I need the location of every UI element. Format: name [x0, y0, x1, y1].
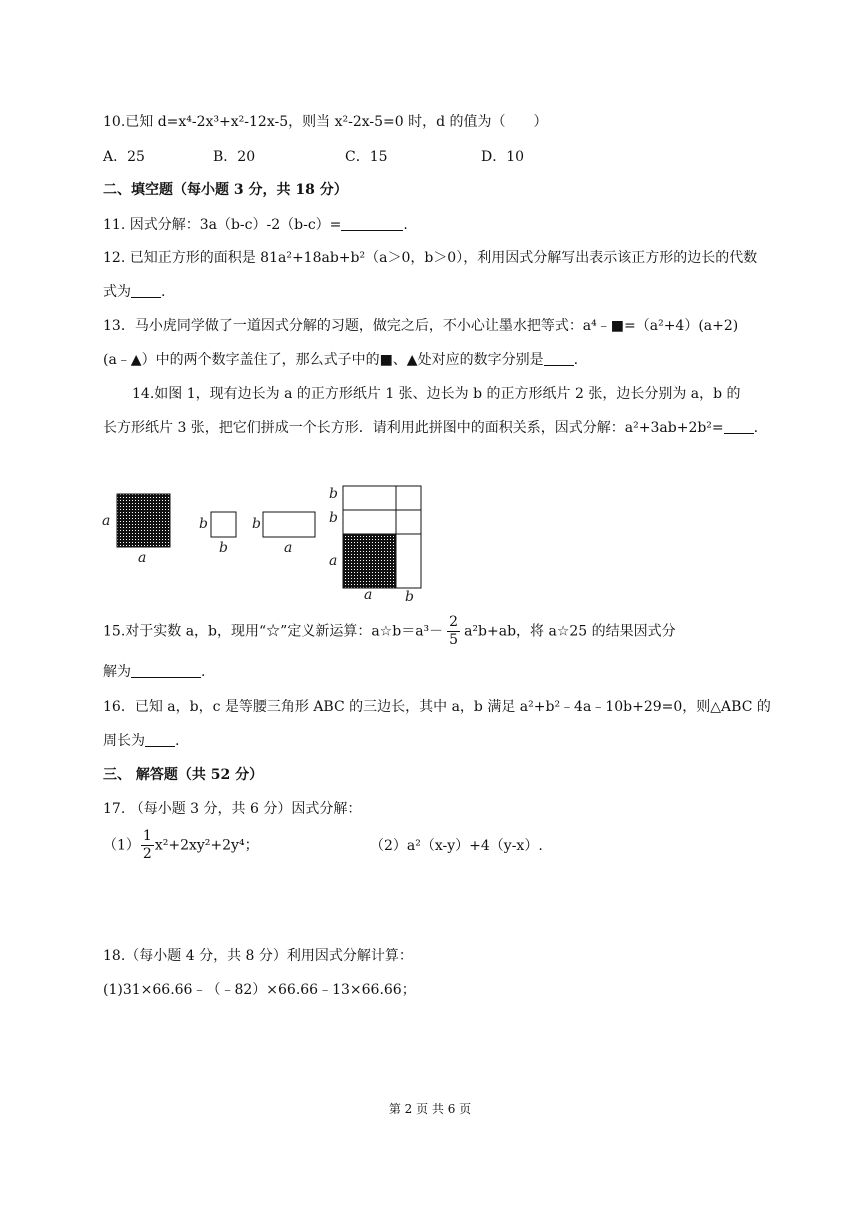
- q12-blank: [131, 283, 161, 298]
- square-a-bottom-label: a: [138, 550, 147, 566]
- q15-fraction: [447, 614, 460, 649]
- q15-line2-text: 解为: [103, 664, 131, 680]
- q13-line2-text: (a﹣▲）中的两个数字盖住了，那么式子中的■、▲处对应的数字分别是: [103, 352, 544, 368]
- q16-blank: [145, 732, 175, 747]
- q17-part1: [103, 828, 259, 864]
- q10-option-b: B．20: [213, 149, 256, 165]
- q15-part2: a²b+ab，将 a☆25 的结果因式分: [464, 623, 676, 640]
- q13-blank: [544, 351, 574, 366]
- assembled-label-a-left: a: [329, 553, 338, 569]
- section-3-heading: 三、 解答题（共 52 分）: [103, 767, 264, 783]
- rect-ab-side-label: b: [252, 516, 261, 532]
- square-b-tile: [211, 512, 236, 537]
- q17-p1-rest: x²+2xy²+2y⁴；: [154, 837, 259, 854]
- q17-p1-frac-num: 1: [142, 828, 152, 844]
- q14-blank: [724, 419, 754, 434]
- section-2-heading: 二、填空题（每小题 3 分，共 18 分）: [103, 182, 348, 198]
- q16-end: .: [175, 733, 180, 749]
- q14-line2-text: 长方形纸片 3 张，把它们拼成一个长方形．请利用此拼图中的面积关系，因式分解：a²+3ab+2b²=: [103, 420, 724, 436]
- rect-ab-tile: [263, 512, 315, 537]
- figure-1-tiles: [95, 478, 435, 606]
- q16-line1: 16．已知 a，b，c 是等腰三角形 ABC 的三边长，其中 a，b 满足 a²+b²﹣4a﹣10b+29=0，则△ABC 的: [103, 699, 771, 715]
- q15-line1: [103, 614, 676, 648]
- q10-option-a: A．25: [103, 149, 145, 165]
- q17-p1-label: （1）: [103, 837, 140, 854]
- assembled-square-a: [343, 534, 396, 588]
- q12-line2-text: 式为: [103, 284, 131, 300]
- q14-end: .: [753, 420, 759, 436]
- q16-line2-text: 周长为: [103, 733, 145, 749]
- q17-p1-fraction: [141, 828, 154, 863]
- q15-end: .: [201, 664, 206, 680]
- q11: [103, 215, 408, 235]
- q15-frac-num: 2: [449, 614, 459, 630]
- square-b-bottom-label: b: [219, 540, 228, 556]
- assembled-label-a-bottom: a: [364, 587, 373, 603]
- q11-blank: [341, 216, 403, 231]
- rect-ab-bottom-label: a: [284, 540, 293, 556]
- assembled-label-b-bottom: b: [405, 589, 414, 605]
- q17-text: 17. （每小题 3 分，共 6 分）因式分解：: [103, 801, 362, 817]
- square-a-side-label: a: [102, 513, 111, 529]
- q10-option-c: C．15: [345, 149, 388, 165]
- q15-frac-den: 5: [449, 632, 459, 648]
- q13-end: .: [573, 352, 579, 368]
- q18-text: 18.（每小题 4 分，共 8 分）利用因式分解计算：: [103, 948, 413, 964]
- q12-line1: 12. 已知正方形的面积是 81a²+18ab+b²（a＞0，b＞0），利用因式分解写出表示该正方形的边长的代数: [103, 250, 758, 266]
- assembled-label-b-top: b: [329, 486, 338, 502]
- q14-line2: [103, 418, 758, 438]
- q13-line2: [103, 350, 578, 370]
- q12-end: .: [161, 284, 166, 300]
- square-a-tile: [117, 494, 170, 547]
- q10-text: 10.已知 d=x⁴-2x³+x²-12x-5，则当 x²-2x-5=0 时，d 的值为（ ）: [103, 114, 548, 130]
- q17-part2: （2）a²（x-y）+4（y-x）.: [370, 838, 543, 854]
- q17-p1-frac-den: 2: [142, 846, 152, 862]
- q15-line2: [103, 662, 205, 682]
- q18-part1: (1)31×66.66﹣（﹣82）×66.66﹣13×66.66；: [103, 982, 416, 998]
- q13-line1: 13．马小虎同学做了一道因式分解的习题，做完之后，不小心让墨水把等式：a⁴﹣■=（a²+4）(a+2): [103, 318, 739, 334]
- q14-line1: 14.如图 1，现有边长为 a 的正方形纸片 1 张、边长为 b 的正方形纸片 2 张，边长分别为 a，b 的: [132, 386, 741, 402]
- q16-line2: [103, 731, 179, 751]
- q11-end: .: [403, 217, 408, 233]
- assembled-label-b-middle: b: [329, 510, 338, 526]
- square-b-side-label: b: [199, 516, 208, 532]
- page-footer: 第 2 页 共 6 页: [388, 1102, 472, 1116]
- q10-option-d: D．10: [481, 149, 525, 165]
- q12-line2: [103, 282, 165, 302]
- q15-part1: 15.对于实数 a，b，现用“☆”定义新运算：a☆b＝a³－: [103, 623, 444, 640]
- q11-text: 11. 因式分解：3a（b-c）-2（b-c）=: [103, 217, 342, 233]
- q15-blank: [131, 663, 201, 678]
